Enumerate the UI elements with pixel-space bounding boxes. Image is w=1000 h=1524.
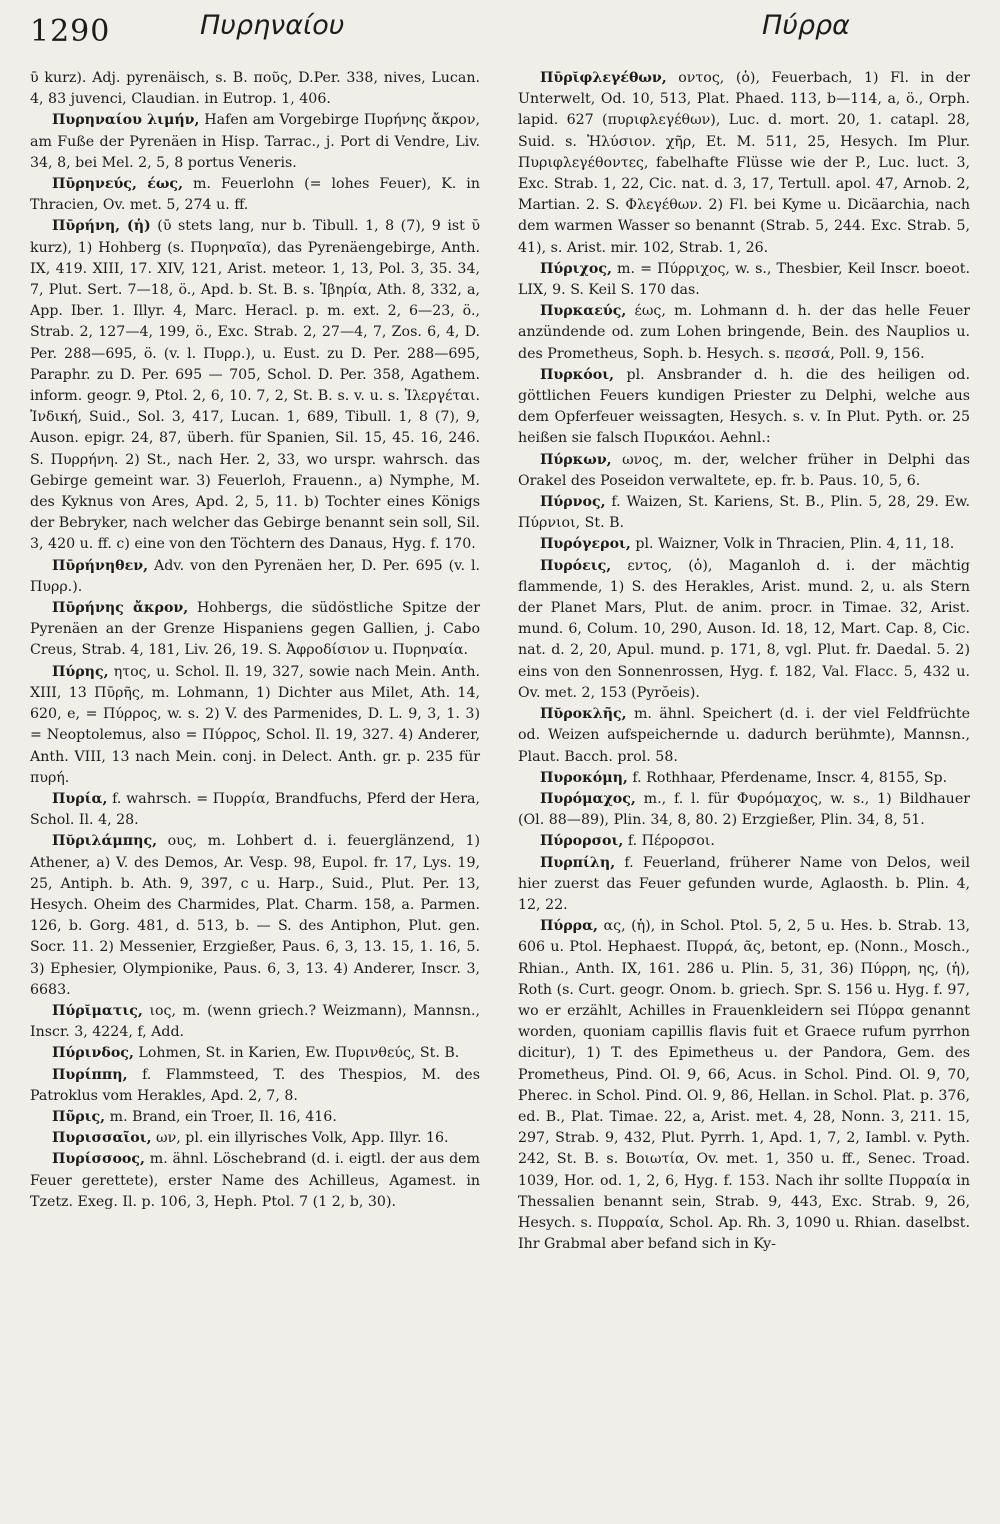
dictionary-entry: [518, 916, 970, 1255]
dictionary-entry: [518, 768, 970, 789]
entry-lemma: Πῡρήνηθεν,: [52, 557, 149, 574]
entry-lemma: Πῦρις,: [52, 1108, 106, 1125]
entry-text: f. Waizen, St. Kariens, St. B., Plin. 5, 28, 29. Ew. Πύρνιοι, St. B.: [518, 494, 970, 532]
dictionary-entry: [518, 301, 970, 365]
dictionary-entry: [518, 556, 970, 704]
entry-lemma: Πυρισσαῖοι,: [52, 1130, 152, 1147]
entry-lemma: Πυρία,: [52, 790, 108, 807]
dictionary-entry: [518, 365, 970, 450]
dictionary-entry: [518, 789, 970, 831]
entry-text: m. ähnl. Löschebrand (d. i. eigtl. der aus dem Feuer gerettete), erster Name des Achilleus, Agamest. in Tzetz. Exeg. Il. p. 106, 3, Heph. Ptol. 7 (1 2, b, 30).: [30, 1151, 480, 1210]
entry-text: ῡ kurz). Adj. pyrenäisch, s. B. ποῦς, D.Per. 338, nives, Lucan. 4, 83 juvenci, Claudian. in Eutrop. 1, 406.: [30, 70, 480, 108]
dictionary-entry: [30, 598, 480, 662]
entry-lemma: Πύρης,: [52, 663, 109, 680]
dictionary-entry: [518, 492, 970, 534]
entry-lemma: Πύρορσοι,: [540, 833, 624, 850]
entry-lemma: Πυρίππη,: [52, 1066, 128, 1083]
dictionary-entry: [30, 789, 480, 831]
entry-lemma: Πῠροκλῆς,: [540, 706, 627, 723]
dictionary-entry: [30, 1107, 480, 1128]
entry-text: ους, m. Lohbert d. i. feuerglänzend, 1) Athener, a) V. des Demos, Ar. Vesp. 98, Eupol. fr. 17, Lys. 19, 25, Antiph. b. Ath. 9, 397, c u. Harp., Suid., Plut. Per. 13, Hesych. Oheim des Charmides, Plat. Charm. 158, a. Parmen. 126, b. Gorg. 481, d. 513, b. — S. des Antiphon, Plut. gen. Socr. 11. 2) Messenier, Erzgießer, Paus. 6, 3, 13. 15, 1. 16, 5. 3) Ephesier, Olympionike, Paus. 6, 3, 13. 4) Anderer, Inscr. 3, 6683.: [30, 833, 481, 998]
entry-text: f. Πέρορσοι.: [627, 833, 715, 850]
entry-text: ωνος, m. der, welcher früher in Delphi das Orakel des Poseidon verwaltete, ep. fr. b. Paus. 10, 5, 6.: [518, 451, 971, 489]
entry-lemma: Πύρινδος,: [52, 1045, 134, 1062]
dictionary-entry: [30, 1001, 480, 1043]
entry-text: m. Feuerlohn (= lohes Feuer), K. in Thracien, Ov. met. 5, 274 u. ff.: [30, 176, 480, 214]
entry-text: m., f. l. für Φυρόμαχος, w. s., 1) Bildhauer (Ol. 88—89), Plin. 34, 8, 80. 2) Erzgießer, Plin. 34, 8, 51.: [518, 790, 970, 829]
entry-text: Hafen am Vorgebirge Πυρήνης ἄκρον, am Fuße der Pyrenäen in Hisp. Tarrac., j. Port di Vendre, Liv. 34, 8, bei Mel. 2, 5, 8 portus Veneris.: [30, 112, 480, 171]
entry-lemma: Πυροκόμη,: [540, 769, 628, 786]
left-column: [30, 68, 480, 1213]
entry-lemma: Πυρκόοι,: [540, 366, 615, 383]
entry-text: οντος, (ὁ), Feuerbach, 1) Fl. in der Unterwelt, Od. 10, 513, Plat. Phaed. 113, b—114, a, ö., Orph. lapid. 627 (πυριφλεγέθων), Luc. d. mort. 20, 1. catapl. 28, Suid. s. Ἠλύσιον. χῆρ, Et. M. 511, 25, Hesych. Im Plur. Πυριφλεγέθοντες, fabelhafte Flüsse wie der P., Luc. luct. 3, Exc. Strab. 1, 22, Cic. nat. d. 3, 17, Tertull. apol. 47, Arnob. 2, Martian. 2. S. Φλεγέθων. 2) Fl. bei Kyme u. Dicäarchia, nach dem warmen Wasser so benannt (Strab. 5, 244. Exc. Strab. 5, 41), s. Arist. mir. 102, Strab. 1, 26.: [518, 70, 970, 256]
entry-lemma: Πύρνος,: [540, 494, 606, 511]
entry-text: Lohmen, St. in Karien, Ew. Πυρινθεύς, St. B.: [138, 1045, 460, 1062]
entry-text: ιος, m. (wenn griech.? Weizmann), Mannsn., Inscr. 3, 4224, f, Add.: [30, 1002, 480, 1041]
entry-text: ων, pl. ein illyrisches Volk, App. Illyr. 16.: [156, 1130, 449, 1147]
entry-text: εντος, (ὁ), Maganloh d. i. der mächtig flammende, 1) S. des Herakles, Arist. mund. 2, u. als Stern der Planet Mars, Plut. de anim. procr. in Timae. 32, Arist. mund. 6, Colum. 10, 290, Auson. Id. 18, 12, Mart. Cap. 8, Cic. nat. d. 2, 20, Apul. mund. p. 171, 8, vgl. Plut. fr. Daedal. 5. 2) eins von den Sonnenrossen, Hyg. f. 182, Val. Flacc. 5, 432 u. Ov. met. 2, 153 (Pyrŏeis).: [518, 557, 970, 701]
entry-text: f. wahrsch. = Πυρρία, Brandfuchs, Pferd der Hera, Schol. Il. 4, 28.: [30, 790, 480, 829]
right-column: [518, 68, 970, 1255]
dictionary-entry: [30, 831, 480, 1001]
entry-text: f. Flammsteed, T. des Thespios, M. des Patroklus vom Herakles, Apd. 2, 7, 8.: [30, 1066, 480, 1104]
dictionary-entry: [30, 556, 480, 598]
entry-lemma: Πυρηναίου λιμήν,: [52, 112, 200, 129]
left-running-head: Πυρηναίου: [200, 10, 345, 41]
dictionary-entry: [518, 704, 970, 768]
entry-text: (ῡ stets lang, nur b. Tibull. 1, 8 (7), 9 ist ῠ kurz), 1) Hohberg (s. Πυρηναῖα), das Pyrenäengebirge, Anth. IX, 419. XIII, 17. XIV, 121, Arist. meteor. 1, 13, Pol. 3, 35. 34, 7, Plut. Sert. 7—18, ö., Apd. b. St. B. s. Ἰβηρία, Ath. 8, 332, a, App. Iber. 1. Illyr. 4, Marc. Heracl. p. m. ext. 2, 6—23, ö., Strab. 2, 127—4, 199, ö., Exc. Strab. 2, 27—4, 7, Zos. 6, 4, D. Per. 288—695, ö. (v. l. Πυρρ.), u. Eust. zu D. Per. 288—695, Paraphr. zu D. Per. 695 — 705, Schol. D. Per. 358, Agathem. inform. geogr. 9, Ptol. 2, 6, 10. 7, 2, St. B. s. v. u. s. Ἰλεργέται. Ἰνδική, Suid., Sol. 3, 417, Lucan. 1, 689, Tibull. 1, 8 (7), 9, Auson. epigr. 24, 87, überh. für Spanien, Sil. 15, 45. 16, 246. S. Πυρρήνη. 2) St., nach Her. 2, 33, wo urspr. wahrsch. das Gebirge gemeint war. 3) Feuerloh, Frauenn., a) Nymphe, M. des Kyknus von Ares, Apd. 2, 5, 11. b) Tochter eines Königs der Bebryker, nach welcher das Gebirge benannt sein soll, Sil. 3, 420 u. ff. c) eine von den Töchtern des Danaus, Hyg. f. 170.: [30, 218, 480, 553]
dictionary-entry: [30, 110, 480, 174]
dictionary-entry: [518, 68, 970, 259]
entry-lemma: Πῡρήνη, (ἡ): [52, 218, 151, 235]
entry-text: έως, m. Lohmann d. h. der das helle Feuer anzündende od. zum Lohen bringende, Bein. des Nauplios u. des Prometheus, Soph. b. Hesych. s. πεσσά, Poll. 9, 156.: [518, 303, 971, 362]
entry-text: m. Brand, ein Troer, Il. 16, 416.: [109, 1108, 337, 1125]
dictionary-entry: [30, 216, 480, 555]
entry-lemma: Πύρρα,: [540, 918, 598, 935]
entry-lemma: Πυρόμαχος,: [540, 790, 636, 807]
dictionary-entry: [30, 662, 480, 789]
entry-text: f. Rothhaar, Pferdename, Inscr. 4, 8155, Sp.: [632, 769, 948, 786]
entry-lemma: Πύρκων,: [540, 451, 612, 468]
entry-text: m. ähnl. Speichert (d. i. der viel Feldfrüchte od. Weizen aufspeichernde u. dadurch berühmte), Mannsn., Plaut. Bacch. prol. 58.: [518, 706, 970, 765]
entry-lemma: Πυρόγεροι,: [540, 536, 631, 553]
entry-lemma: Πύριχος,: [540, 260, 612, 277]
page-number: 1290: [30, 14, 111, 49]
entry-text: f. Feuerland, früherer Name von Delos, weil hier zuerst das Feuer gefunden wurde, Aglaosth. b. Plin. 4, 12, 22.: [518, 854, 971, 913]
dictionary-entry: [518, 831, 970, 852]
entry-text: pl. Ansbrander d. h. die des heiligen od. göttlichen Feuers kundigen Priester zu Delphi, welche aus dem Opferfeuer weissagten, Hesych. s. v. In Plut. Pyth. or. 25 heißen sie falsch Πυρικάοι. Aehnl.:: [518, 366, 970, 447]
entry-text: Adv. von den Pyrenäen her, D. Per. 695 (v. l. Πυρρ.).: [30, 557, 480, 595]
dictionary-entry: [30, 1065, 480, 1107]
entry-text: Hohbergs, die südöstliche Spitze der Pyrenäen an der Grenze Hispaniens gegen Gallien, j. Cabo Creus, Strab. 4, 181, Liv. 26, 19. S. Ἀφροδίσιον u. Πυρηναία.: [30, 600, 480, 659]
dictionary-entry: [518, 259, 970, 301]
entry-lemma: Πυρίσσοος,: [52, 1151, 145, 1168]
entry-text: ητος, u. Schol. Il. 19, 327, sowie nach Mein. Anth. XIII, 13 Πῡρῆς, m. Lohmann, 1) Dichter aus Milet, Ath. 14, 620, e, = Πύρρος, w. s. 2) V. des Parmenides, D. L. 9, 3, 1. 3) = Neoptolemus, also = Πύρρος, Schol. Il. 19, 327. 4) Anderer, Anth. VIII, 13 nach Mein. conj. in Delect. Anth. gr. p. 235 für πυρή.: [30, 663, 480, 786]
dictionary-entry: [518, 534, 970, 555]
entry-lemma: Πυρπίλη,: [540, 854, 616, 871]
entry-text: m. = Πύρριχος, w. s., Thesbier, Keil Inscr. boeot. LIX, 9. S. Keil S. 170 das.: [518, 260, 970, 299]
entry-lemma: Πῡρήνης ἄκρον,: [52, 600, 189, 617]
entry-lemma: Πυρκαεύς,: [540, 303, 627, 320]
dictionary-entry: [30, 68, 480, 110]
right-running-head: Πύρρα: [761, 10, 850, 41]
dictionary-entry: [30, 1149, 480, 1213]
entry-lemma: Πῠριλάμπης,: [52, 833, 158, 850]
dictionary-entry: [30, 1043, 480, 1064]
entry-lemma: Πυρόεις,: [540, 557, 612, 574]
entry-lemma: Πῡρηνεύς, έως,: [52, 176, 184, 193]
entry-text: ας, (ἡ), in Schol. Ptol. 5, 2, 5 u. Hes. b. Strab. 13, 606 u. Ptol. Hephaest. Πυρρά, ᾶς, betont, ep. (Nonn., Mosch., Rhian., Anth. IX, 161. 286 u. Plin. 5, 31, 36) Πύρρη, ης, (ἡ), Roth (s. Curt. geogr. Onom. b. griech. Spr. S. 156 u. Hyg. f. 97, wo er erzählt, Achilles in Frauenkleidern sei Πύρρα genannt worden, quoniam capillis flavis fuit et Graece rufum pyrrhon dicitur), 1) T. des Epimetheus u. der Pandora, Gem. des Prometheus, Pind. Ol. 9, 66, Acus. in Schol. Pind. Ol. 9, 70, Pherec. in Schol. Pind. Ol. 9, 86, Hellan. in Schol. Plat. p. 376, ed. B., Plat. Timae. 22, a, Arist. met. 4, 28, Nonn. 3, 211. 15, 297, Strab. 9, 432, Plut. Pyrrh. 1, Apd. 1, 7, 2, Iambl. v. Pyth. 242, St. B. s. Βοιωτία, Ov. met. 1, 350 u. ff., Senec. Troad. 1039, Hor. od. 1, 2, 6, Hyg. f. 153. Nach ihr sollte Πυρραία in Thessalien benannt sein, Strab. 9, 443, Exc. Strab. 9, 26, Hesych. s. Πυρραία, Schol. Ap. Rh. 3, 1090 u. Rhian. daselbst. Ihr Grabmal aber befand sich in Ky-: [518, 918, 970, 1253]
dictionary-entry: [518, 450, 970, 492]
entry-lemma: Πύρῐματις,: [52, 1002, 143, 1019]
dictionary-entry: [518, 853, 970, 917]
dictionary-entry: [30, 1128, 480, 1149]
entry-lemma: Πῡρῐφλεγέθων,: [540, 70, 667, 86]
entry-text: pl. Waizner, Volk in Thracien, Plin. 4, 11, 18.: [635, 536, 955, 553]
dictionary-entry: [30, 174, 480, 216]
